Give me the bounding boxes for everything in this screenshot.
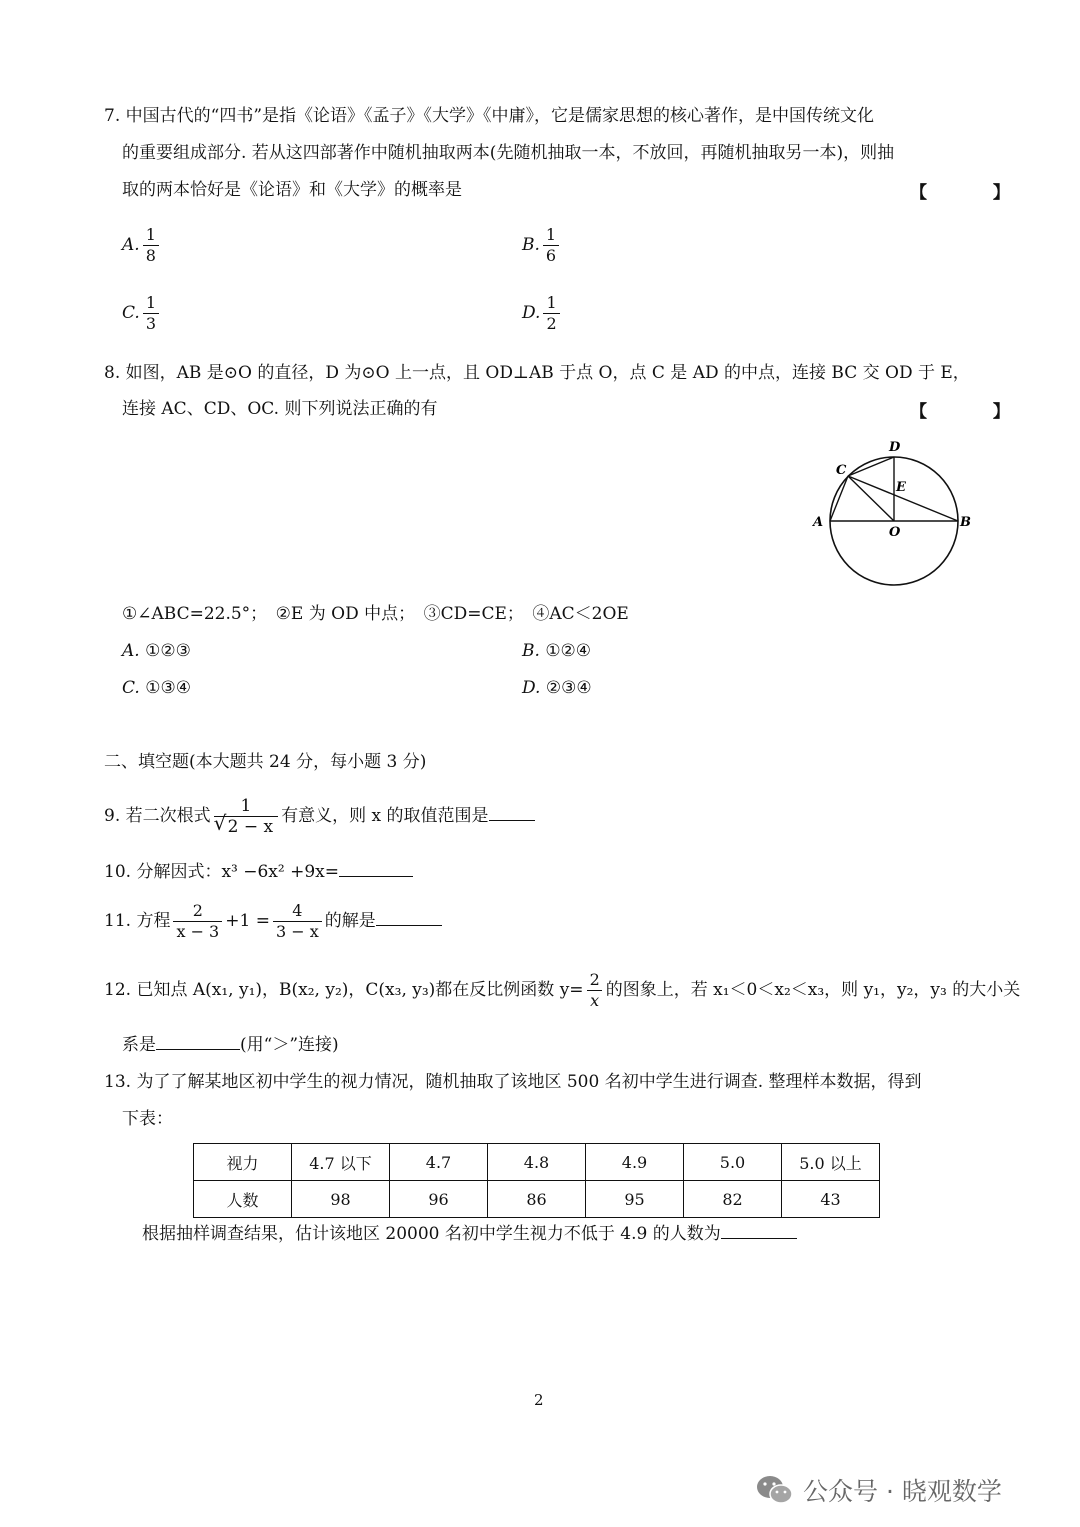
vision-data-table bbox=[193, 1143, 880, 1218]
watermark-text: 公众号 · 晓观数学 bbox=[803, 1477, 1002, 1506]
table-header-row bbox=[194, 1144, 880, 1181]
q11-answer-blank[interactable] bbox=[376, 909, 442, 926]
label-c: C bbox=[836, 463, 847, 478]
q8-answer-bracket: 【 】 bbox=[910, 402, 1040, 422]
table-cell: 95 bbox=[586, 1181, 684, 1218]
circle-geometry-figure bbox=[805, 432, 985, 597]
q7-option-a: A. $\frac{1}{8}$ bbox=[122, 226, 162, 265]
table-cell: 人数 bbox=[194, 1181, 292, 1218]
q9-answer-blank[interactable] bbox=[489, 804, 535, 821]
section-title: 二、填空题(本大题共 24 分，每小题 3 分) bbox=[104, 752, 427, 772]
q8-option-d: D. ②③④ bbox=[522, 678, 592, 698]
segment-oc bbox=[848, 476, 894, 521]
label-d: D bbox=[889, 440, 901, 455]
label-b: B bbox=[960, 515, 971, 530]
label-a: A bbox=[813, 515, 824, 530]
q7-answer-bracket: 【 】 bbox=[910, 183, 1040, 203]
q8-line-2: 连接 AC、CD、OC. 则下列说法正确的有 bbox=[122, 399, 438, 419]
page-number: 2 bbox=[534, 1391, 544, 1409]
table-cell: 5.0 bbox=[684, 1144, 782, 1181]
q13-line-1: 13. 为了了解某地区初中学生的视力情况，随机抽取了该地区 500 名初中学生进行调查. 整理样本数据，得到 bbox=[104, 1072, 922, 1092]
q12-line-2: 系是 (用“＞”连接) bbox=[122, 1035, 339, 1055]
q8-statements: ①∠ABC=22.5°； ②E 为 OD 中点； ③CD=CE； ④AC＜2OE bbox=[122, 604, 629, 624]
q10: 10. 分解因式：x³ −6x² +9x= bbox=[104, 860, 413, 884]
q10-answer-blank[interactable] bbox=[339, 860, 413, 877]
label-o: O bbox=[889, 525, 901, 540]
watermark bbox=[755, 1472, 1002, 1508]
q13-question: 根据抽样调查结果，估计该地区 20000 名初中学生视力不低于 4.9 的人数为 bbox=[142, 1222, 797, 1246]
table-cell: 4.8 bbox=[488, 1144, 586, 1181]
table-cell: 4.7 bbox=[390, 1144, 488, 1181]
table-row bbox=[194, 1181, 880, 1218]
q7-line-2: 的重要组成部分. 若从这四部著作中随机抽取两本(先随机抽取一本，不放回，再随机抽取另一本)，则抽 bbox=[122, 143, 895, 163]
q13-answer-blank[interactable] bbox=[721, 1222, 797, 1239]
q7-option-d: D. $\frac{1}{2}$ bbox=[522, 294, 563, 333]
table-cell: 98 bbox=[292, 1181, 390, 1218]
q8-line-1: 8. 如图，AB 是⊙O 的直径，D 为⊙O 上一点，且 OD⊥AB 于点 O，点 C 是 AD 的中点，连接 BC 交 OD 于 E， bbox=[104, 363, 970, 383]
q8-option-b: B. ①②④ bbox=[522, 641, 592, 661]
q11: 11. 方程 $\frac{2}{x - 3}$ +1 = $\frac{4}{3 - x}$ 的解是 bbox=[104, 900, 442, 942]
table-cell: 4.9 bbox=[586, 1144, 684, 1181]
wechat-icon bbox=[755, 1473, 795, 1507]
q13-line-2: 下表： bbox=[122, 1109, 173, 1129]
q8-option-a: A. ①②③ bbox=[122, 641, 191, 661]
table-cell: 视力 bbox=[194, 1144, 292, 1181]
q12-answer-blank[interactable] bbox=[156, 1033, 240, 1050]
table-cell: 4.7 以下 bbox=[292, 1144, 390, 1181]
q7-line-1: 7. 中国古代的“四书”是指《论语》《孟子》《大学》《中庸》，它是儒家思想的核心著作，是中国传统文化 bbox=[104, 106, 875, 126]
q8-option-c: C. ①③④ bbox=[122, 678, 191, 698]
q12-line-1: 12. 已知点 A(x₁, y₁)，B(x₂, y₂)，C(x₃, y₃)都在反比例函数 y= $\frac{2}{x}$ 的图象上，若 x₁＜0＜x₂＜x₃，则 y₁，y₂，y₃ 的大小关 bbox=[104, 970, 1021, 1010]
segment-ac bbox=[830, 476, 848, 521]
table-cell: 96 bbox=[390, 1181, 488, 1218]
table-cell: 5.0 以上 bbox=[782, 1144, 880, 1181]
table-cell: 43 bbox=[782, 1181, 880, 1218]
table-cell: 82 bbox=[684, 1181, 782, 1218]
table-cell: 86 bbox=[488, 1181, 586, 1218]
q7-line-3: 取的两本恰好是《论语》和《大学》的概率是 bbox=[122, 180, 462, 200]
label-e: E bbox=[896, 480, 906, 495]
q7-option-c: C. $\frac{1}{3}$ bbox=[122, 294, 162, 333]
q9: 9. 若二次根式 1 √ 2 − x 有意义，则 x 的取值范围是 bbox=[104, 796, 535, 836]
q7-option-b: B. $\frac{1}{6}$ bbox=[522, 226, 562, 265]
segment-cd bbox=[848, 457, 894, 476]
